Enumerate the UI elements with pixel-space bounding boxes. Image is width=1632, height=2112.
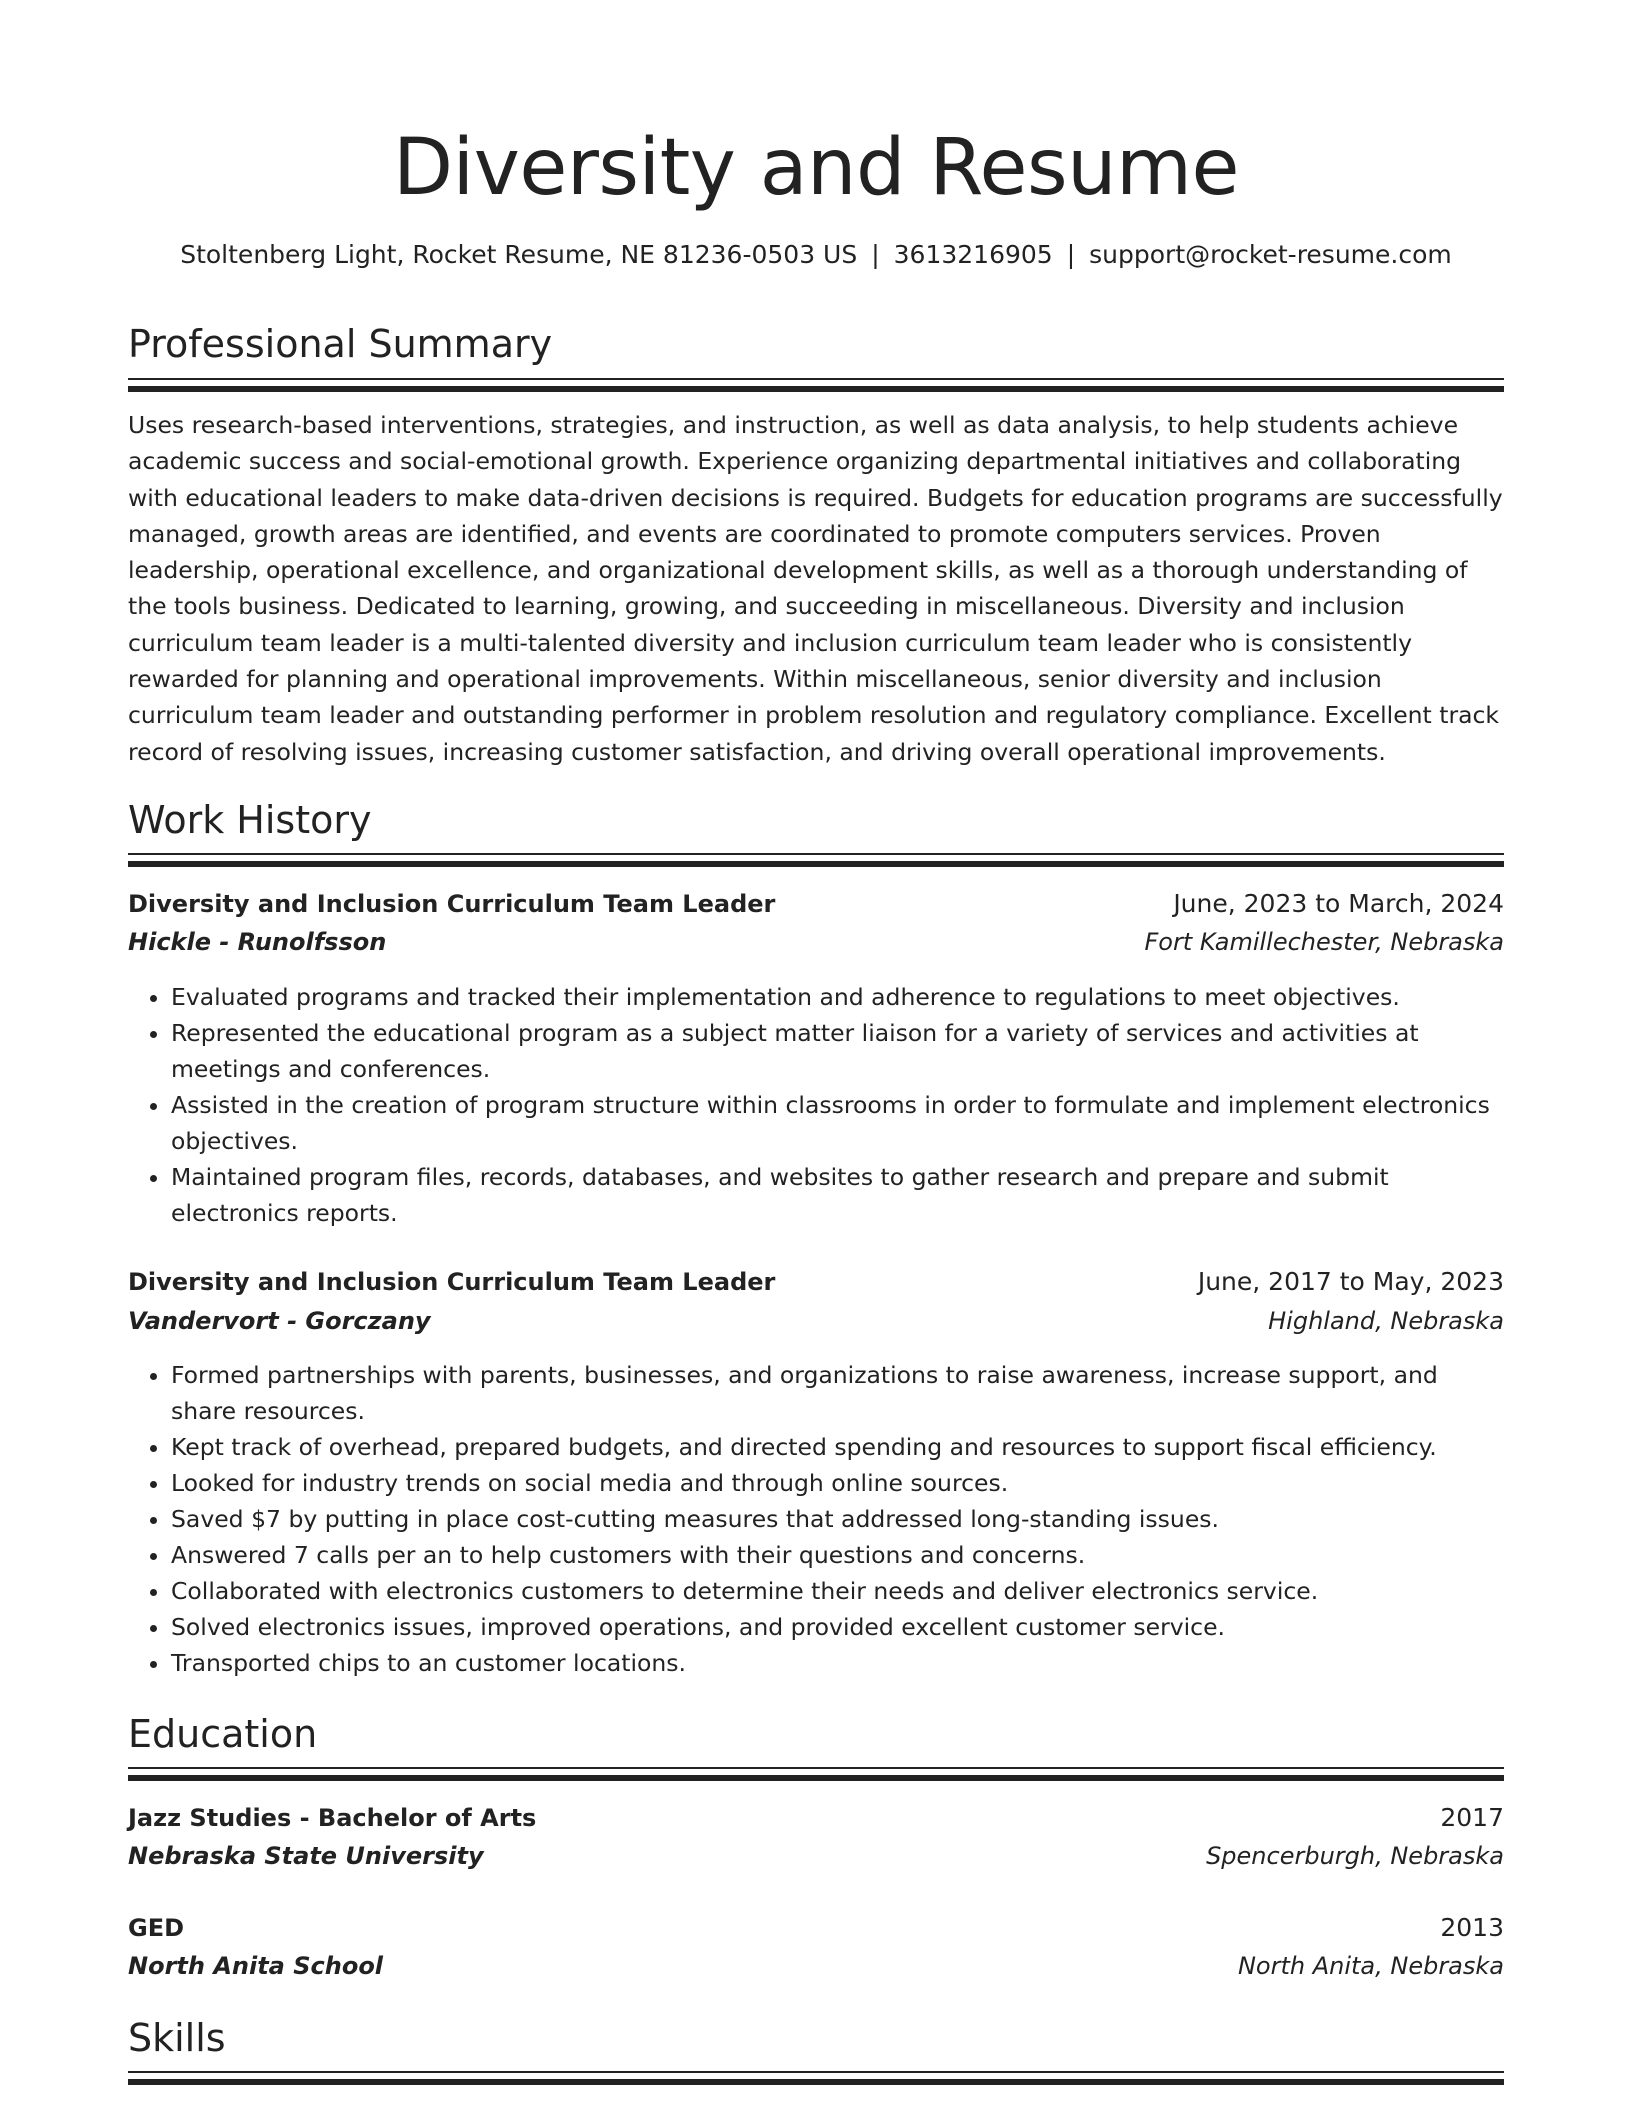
school-location: North Anita, Nebraska: [1237, 1952, 1504, 1980]
list-item: • Collaborated with electronics customers to determine their needs and deliver electronics service.: [171, 1573, 1504, 1609]
job-title: Diversity and Inclusion Curriculum Team Leader: [128, 1268, 776, 1296]
list-item: • Maintained program files, records, databases, and websites to gather research and prepare and submit electronics reports.: [171, 1159, 1504, 1231]
graduation-year: 2013: [1440, 1913, 1504, 1942]
job-location: Highland, Nebraska: [1268, 1307, 1504, 1335]
section-divider: [128, 853, 1504, 869]
job-dates: June, 2023 to March, 2024: [1173, 889, 1504, 918]
list-item: • Transported chips to an customer locations.: [171, 1645, 1504, 1681]
job-header: [128, 886, 1504, 922]
education-header: [128, 1800, 1504, 1836]
separator: |: [1066, 240, 1076, 269]
list-item: • Represented the educational program as a subject matter liaison for a variety of services and activities at meetings and conferences.: [171, 1015, 1504, 1087]
list-item: • Assisted in the creation of program structure within classrooms in order to formulate and implement electronics objectives.: [171, 1087, 1504, 1159]
email-link[interactable]: support@rocket-resume.com: [1089, 240, 1452, 269]
school-name: North Anita School: [128, 1952, 384, 1980]
job-bullets: [128, 1357, 1504, 1681]
job-subheader: [128, 1303, 1504, 1339]
education-subheader: [128, 1838, 1504, 1874]
job-header: [128, 1264, 1504, 1300]
list-item: • Formed partnerships with parents, businesses, and organizations to raise awareness, increase support, and share resources.: [171, 1357, 1504, 1429]
list-item: • Solved electronics issues, improved operations, and provided excellent customer service.: [171, 1609, 1504, 1645]
education-header: [128, 1910, 1504, 1946]
summary-heading: Professional Summary: [128, 322, 553, 366]
work-history-heading: Work History: [128, 798, 372, 842]
phone: 3613216905: [893, 240, 1053, 269]
graduation-year: 2017: [1440, 1803, 1504, 1832]
job-dates: June, 2017 to May, 2023: [1197, 1267, 1504, 1296]
job-subheader: [128, 924, 1504, 960]
skills-heading: Skills: [128, 2016, 226, 2060]
company-name: Vandervort - Gorczany: [128, 1307, 431, 1335]
section-divider: [128, 2071, 1504, 2087]
list-item: • Evaluated programs and tracked their implementation and adherence to regulations to meet objectives.: [171, 979, 1504, 1015]
company-name: Hickle - Runolfsson: [128, 928, 387, 956]
education-heading: Education: [128, 1712, 318, 1756]
separator: |: [871, 240, 880, 269]
school-name: Nebraska State University: [128, 1842, 484, 1870]
job-title: Diversity and Inclusion Curriculum Team Leader: [128, 890, 776, 918]
address: Stoltenberg Light, Rocket Resume, NE 81236-0503 US: [180, 240, 858, 269]
section-divider: [128, 378, 1504, 394]
job-location: Fort Kamillechester, Nebraska: [1144, 928, 1504, 956]
candidate-name: Diversity and Resume: [392, 123, 1240, 213]
list-item: • Looked for industry trends on social media and through online sources.: [171, 1465, 1504, 1501]
degree: Jazz Studies - Bachelor of Arts: [128, 1804, 537, 1832]
contact-line: [128, 238, 1504, 272]
summary-text: Uses research-based interventions, strategies, and instruction, as well as data analysis, to help students achieve academic success and social-emotional growth. Experience organizing departmental initiatives and collaborating with educational leaders to make data-driven decisions is required. Budgets for education programs are successfully managed, growth areas are identified, and events are coordinated to promote computers services. Proven leadership, operational excellence, and organizational development skills, as well as a thorough understanding of the tools business. Dedicated to learning, growing, and succeeding in miscellaneous. Diversity and inclusion curriculum team leader is a multi-talented diversity and inclusion curriculum team leader who is consistently rewarded for planning and operational improvements. Within miscellaneous, senior diversity and inclusion curriculum team leader and outstanding performer in problem resolution and regulatory compliance. Excellent track record of resolving issues, increasing customer satisfaction, and driving overall operational improvements.: [128, 411, 1503, 766]
list-item: • Saved $7 by putting in place cost-cutting measures that addressed long-standing issues.: [171, 1501, 1504, 1537]
education-subheader: [128, 1948, 1504, 1984]
section-divider: [128, 1767, 1504, 1783]
degree: GED: [128, 1914, 185, 1942]
list-item: • Kept track of overhead, prepared budgets, and directed spending and resources to support fiscal efficiency.: [171, 1429, 1504, 1465]
list-item: • Answered 7 calls per an to help customers with their questions and concerns.: [171, 1537, 1504, 1573]
job-bullets: [128, 979, 1504, 1231]
school-location: Spencerburgh, Nebraska: [1206, 1842, 1504, 1870]
